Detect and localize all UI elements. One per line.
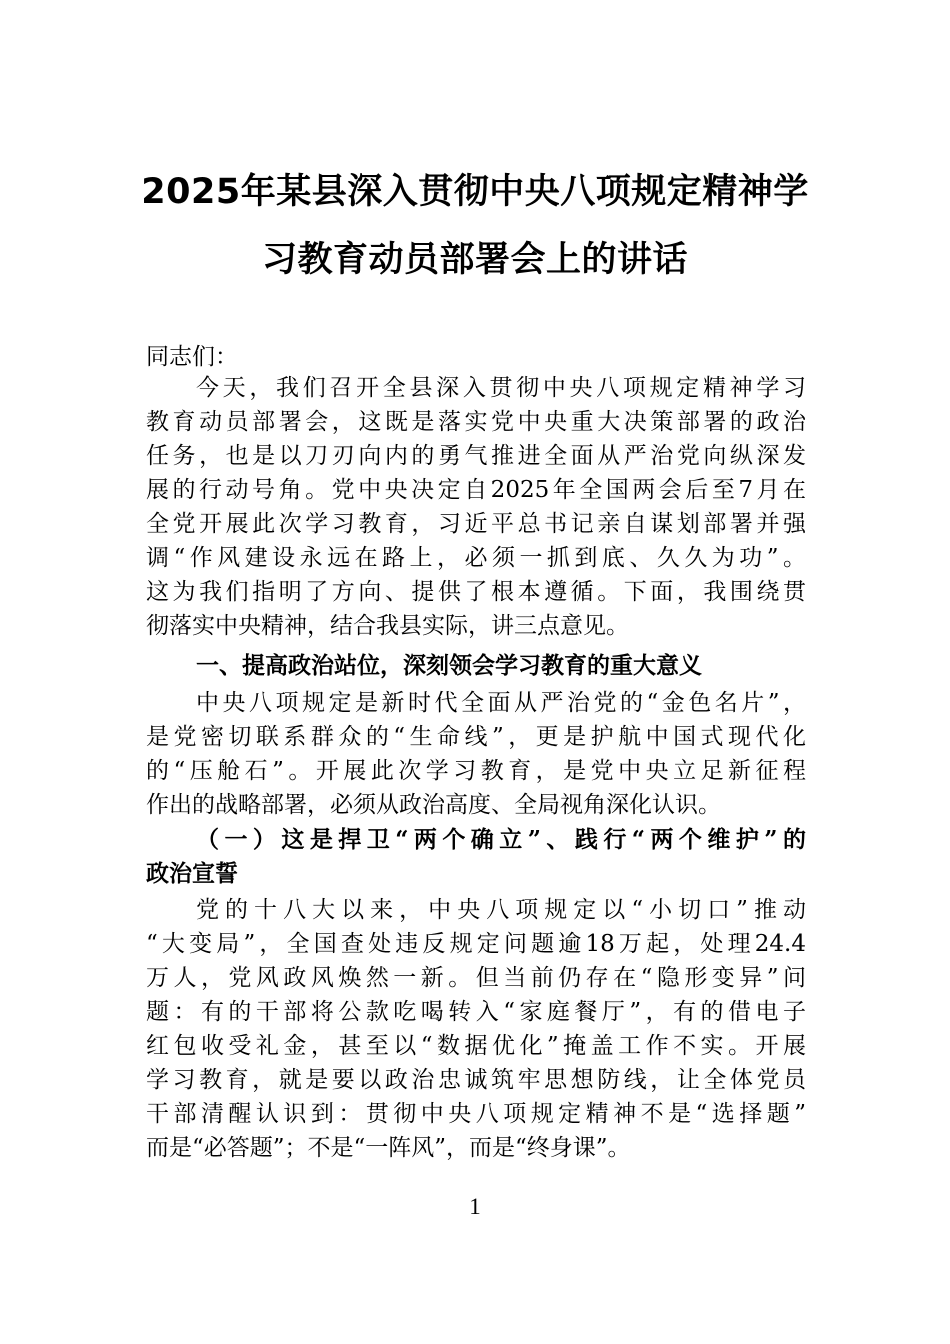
section-body-line: 的“压舱石”。开展此次学习教育，是党中央立足新征程 [146,758,806,784]
section-body-line: 中央八项规定是新时代全面从严治党的“金色名片”， [196,690,806,716]
subsection-body-line: 而是“必答题”；不是“一阵风”，而是“终身课”。 [146,1135,631,1161]
intro-line: 任务，也是以刀刃向内的勇气推进全面从严治党向纵深发 [146,443,806,469]
page-number: 1 [469,1194,481,1219]
subsection-body-line: 万人，党风政风焕然一新。但当前仍存在“隐形变异”问 [146,965,806,991]
subsection-body-line: 党的十八大以来，中央八项规定以“小切口”推动 [196,897,806,923]
subsection-body-line: 学习教育，就是要以政治忠诚筑牢思想防线，让全体党员 [146,1067,806,1093]
section-body-line: 作出的战略部署，必须从政治高度、全局视角深化认识。 [146,792,721,818]
intro-line: 展的行动号角。党中央决定自2025年全国两会后至7月在 [146,477,806,503]
intro-line: 全党开展此次学习教育，习近平总书记亲自谋划部署并强 [146,511,806,537]
document-title-line-2: 习教育动员部署会上的讲话 [261,240,688,280]
subsection-heading: （一）这是捍卫“两个确立”、践行“两个维护”的 [196,826,806,853]
intro-line: 今天，我们召开全县深入贯彻中央八项规定精神学习 [196,375,806,401]
subsection-body-line: “大变局”，全国查处违反规定问题逾18万起，处理24.4 [146,931,806,957]
section-heading: 一、提高政治站位，深刻领会学习教育的重大意义 [196,653,702,679]
intro-line: 调“作风建设永远在路上，必须一抓到底、久久为功”。 [146,545,806,571]
subsection-body-line: 题：有的干部将公款吃喝转入“家庭餐厅”，有的借电子 [146,999,806,1025]
intro-line: 教育动员部署会，这既是落实党中央重大决策部署的政治 [146,409,806,435]
subsection-heading: 政治宣誓 [146,860,238,887]
subsection-body-line: 红包收受礼金，甚至以“数据优化”掩盖工作不实。开展 [146,1033,806,1059]
section-body-line: 是党密切联系群众的“生命线”，更是护航中国式现代化 [146,724,806,750]
salutation: 同志们： [146,344,238,370]
intro-line: 这为我们指明了方向、提供了根本遵循。下面，我围绕贯 [146,579,806,605]
document-title-line-1: 2025年某县深入贯彻中央八项规定精神学 [141,172,809,212]
intro-line: 彻落实中央精神，结合我县实际，讲三点意见。 [146,613,629,639]
subsection-body-line: 干部清醒认识到：贯彻中央八项规定精神不是“选择题” [146,1101,806,1127]
